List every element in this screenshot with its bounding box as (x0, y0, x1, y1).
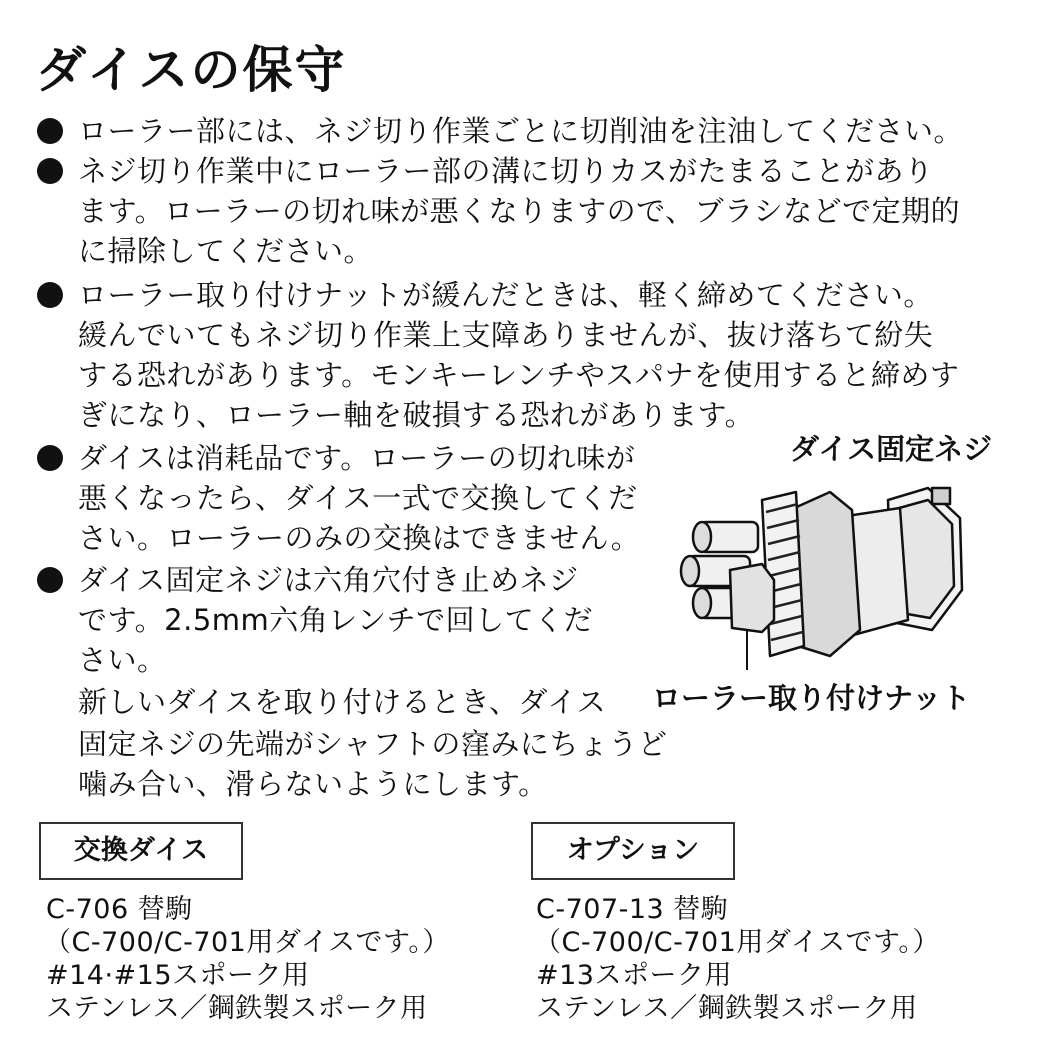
spec-line: C-706 替駒 (46, 894, 193, 925)
bullet-text: ます。ローラーの切れ味が悪くなりますので、ブラシなどで定期的 (78, 194, 961, 228)
bullet-text: ダイス固定ネジは六角穴付き止めネジ (78, 563, 579, 597)
page-title: ダイスの保守 (36, 41, 347, 99)
bullet-text: 固定ネジの先端がシャフトの窪みにちょうど (78, 727, 668, 761)
replacement-die-heading: 交換ダイス (39, 822, 243, 880)
bullet-text: ネジ切り作業中にローラー部の溝に切りカスがたまることがあり (78, 154, 934, 188)
spec-line: #13スポーク用 (536, 960, 732, 991)
bullet-text: に掃除してください。 (78, 234, 374, 268)
option-heading: オプション (531, 822, 735, 880)
bullet-text: する恐れがあります。モンキーレンチやスパナを使用すると締めす (78, 358, 960, 392)
spec-line: （C-700/C-701用ダイスです。） (534, 927, 940, 958)
bullet-dot-icon (37, 118, 63, 144)
bullet-text: さい。ローラーのみの交換はできません。 (78, 521, 641, 555)
diagram-label-nut: ローラー取り付けナット (652, 681, 971, 715)
die-illustration (670, 470, 990, 670)
bullet-text: ローラー部には、ネジ切り作業ごとに切削油を注油してください。 (78, 114, 964, 148)
spec-line: ステンレス／鋼鉄製スポーク用 (46, 993, 428, 1024)
bullet-text: ダイスは消耗品です。ローラーの切れ味が (78, 441, 636, 475)
bullet-text: 緩んでいてもネジ切り作業上支障ありませんが、抜け落ちて紛失 (78, 318, 934, 352)
bullet-text: 新しいダイスを取り付けるとき、ダイス (78, 685, 607, 719)
bullet-text: ぎになり、ローラー軸を破損する恐れがあります。 (78, 398, 755, 432)
die-body (681, 488, 962, 656)
bullet-text: 悪くなったら、ダイス一式で交換してくだ (78, 481, 638, 515)
spec-line: ステンレス／鋼鉄製スポーク用 (536, 993, 918, 1024)
bullet-text: さい。 (78, 643, 167, 677)
spec-line: （C-700/C-701用ダイスです。） (44, 927, 450, 958)
bullet-text: ローラー取り付けナットが緩んだときは、軽く締めてください。 (78, 278, 933, 312)
bullet-dot-icon (37, 567, 63, 593)
diagram-label-screw: ダイス固定ネジ (790, 432, 993, 466)
bullet-dot-icon (37, 282, 63, 308)
bullet-text: です。2.5mm六角レンチで回してくだ (78, 603, 594, 637)
bullet-dot-icon (37, 445, 63, 471)
bullet-text: 噛み合い、滑らないようにします。 (78, 767, 548, 801)
bullet-dot-icon (37, 158, 63, 184)
spec-line: #14·#15スポーク用 (46, 960, 310, 991)
spec-line: C-707-13 替駒 (536, 894, 729, 925)
